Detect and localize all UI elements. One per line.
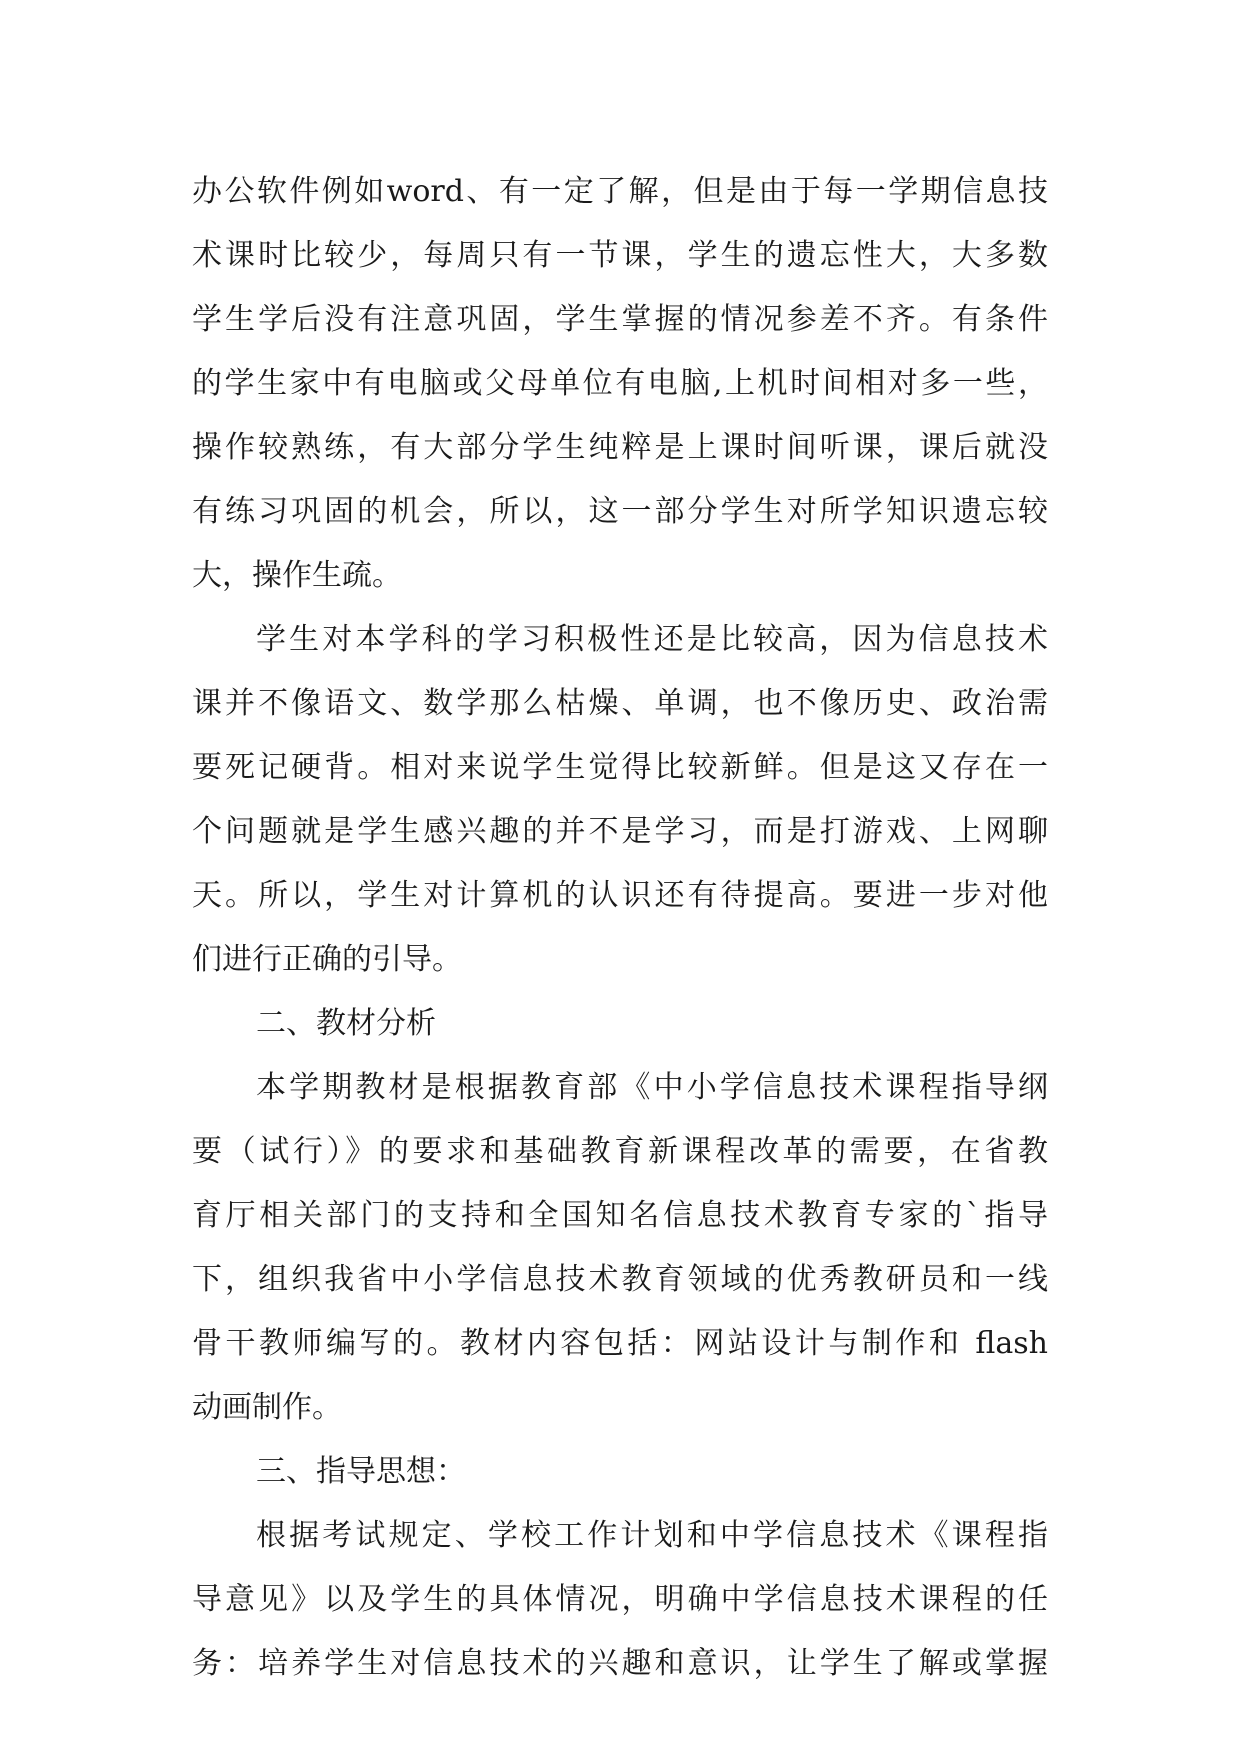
body-text: [192, 160, 1048, 1696]
text-line: 下，组织我省中小学信息技术教育领域的优秀教研员和一线: [192, 1262, 1048, 1297]
text-line: 务：培养学生对信息技术的兴趣和意识，让学生了解或掌握: [192, 1646, 1048, 1681]
text-line: 动画制作。: [192, 1390, 342, 1425]
text-line: 办公软件例如word、有一定了解，但是由于每一学期信息技: [192, 174, 1048, 209]
paragraph-first-line: 学生对本学科的学习积极性还是比较高，因为信息技术: [256, 622, 1048, 657]
text-line: 要（试行）》的要求和基础教育新课程改革的需要，在省教: [192, 1134, 1048, 1169]
text-line: 有练习巩固的机会，所以，这一部分学生对所学知识遗忘较: [192, 494, 1048, 529]
section-heading: 三、指导思想：: [256, 1454, 466, 1489]
text-line: 骨干教师编写的。教材内容包括：网站设计与制作和 flash: [192, 1326, 1048, 1361]
text-line: 操作较熟练，有大部分学生纯粹是上课时间听课，课后就没: [192, 430, 1048, 465]
section-heading: 二、教材分析: [256, 1006, 436, 1041]
text-line: 个问题就是学生感兴趣的并不是学习，而是打游戏、上网聊: [192, 814, 1048, 849]
text-line: 要死记硬背。相对来说学生觉得比较新鲜。但是这又存在一: [192, 750, 1048, 785]
text-line: 天。所以，学生对计算机的认识还有待提高。要进一步对他: [192, 878, 1048, 913]
text-line: 学生学后没有注意巩固，学生掌握的情况参差不齐。有条件: [192, 302, 1048, 337]
text-line: 育厅相关部门的支持和全国知名信息技术教育专家的`指导: [192, 1198, 1048, 1233]
text-line: 的学生家中有电脑或父母单位有电脑,上机时间相对多一些，: [192, 366, 1048, 401]
text-line: 大，操作生疏。: [192, 558, 402, 593]
paragraph-first-line: 根据考试规定、学校工作计划和中学信息技术《课程指: [256, 1518, 1048, 1553]
paragraph-first-line: 本学期教材是根据教育部《中小学信息技术课程指导纲: [256, 1070, 1048, 1105]
text-line: 们进行正确的引导。: [192, 942, 462, 977]
text-line: 导意见》以及学生的具体情况，明确中学信息技术课程的任: [192, 1582, 1048, 1617]
text-line: 术课时比较少，每周只有一节课，学生的遗忘性大，大多数: [192, 238, 1048, 273]
text-line: 课并不像语文、数学那么枯燥、单调，也不像历史、政治需: [192, 686, 1048, 721]
